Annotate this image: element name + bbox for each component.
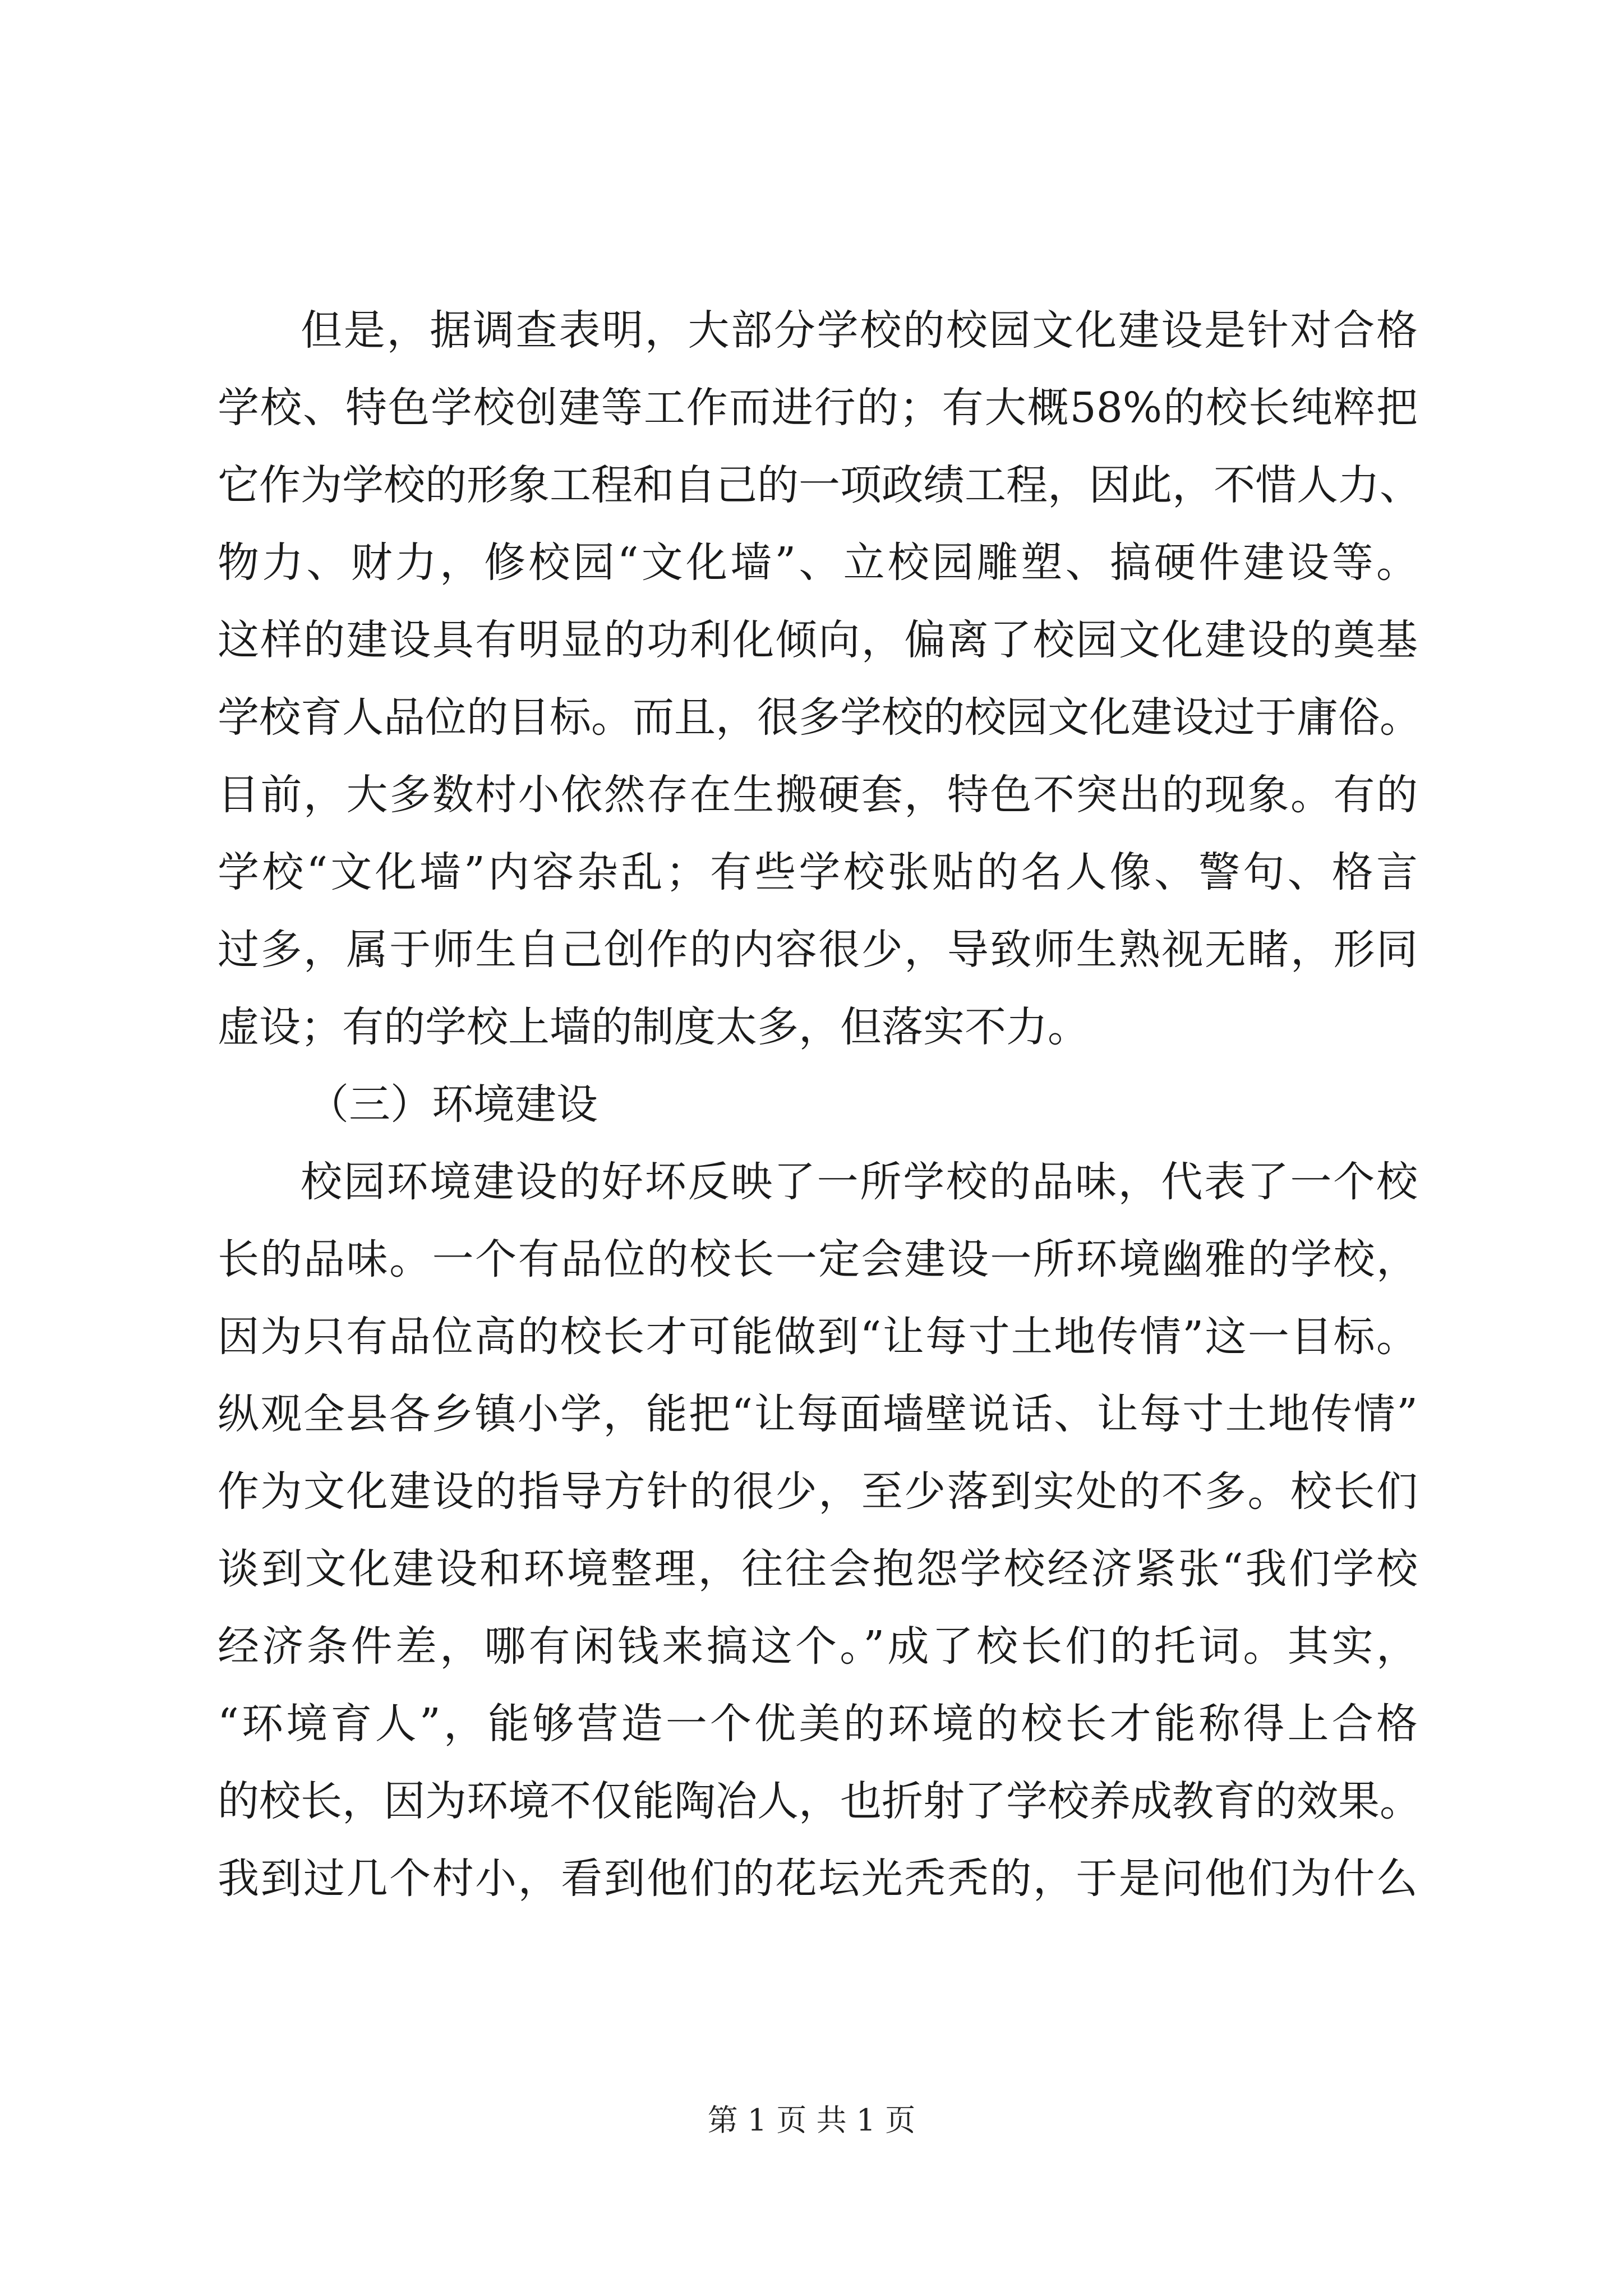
paragraph-line: 目前，大多数村小依然存在生搬硬套，特色不突出的现象。有的	[218, 771, 1418, 819]
paragraph-line: 物力、财力，修校园“文化墙”、立校园雕塑、搞硬件建设等。	[218, 539, 1418, 587]
paragraph-line: 经济条件差，哪有闲钱来搞这个。”成了校长们的托词。其实，	[218, 1622, 1418, 1671]
paragraph-line: 它作为学校的形象工程和自己的一项政绩工程，因此，不惜人力、	[218, 461, 1421, 509]
paragraph-line: 但是，据调查表明，大部分学校的校园文化建设是针对合格	[301, 306, 1418, 355]
paragraph-line: 的校长，因为环境不仅能陶冶人，也折射了学校养成教育的效果。	[218, 1777, 1421, 1825]
paragraph-line: 纵观全县各乡镇小学，能把“让每面墙壁说话、让每寸土地传情”	[218, 1390, 1418, 1438]
paragraph-line: 谈到文化建设和环境整理，往往会抱怨学校经济紧张“我们学校	[218, 1545, 1418, 1593]
paragraph-line: “环境育人”，能够营造一个优美的环境的校长才能称得上合格	[218, 1700, 1418, 1748]
paragraph-line: 学校“文化墙”内容杂乱；有些学校张贴的名人像、警句、格言	[218, 848, 1418, 896]
paragraph-line: 学校、特色学校创建等工作而进行的；有大概58%的校长纯粹把	[218, 384, 1418, 432]
paragraph-line: 作为文化建设的指导方针的很少，至少落到实处的不多。校长们	[218, 1467, 1418, 1516]
paragraph-line: 这样的建设具有明显的功利化倾向，偏离了校园文化建设的奠基	[218, 616, 1418, 664]
paragraph-line: 学校育人品位的目标。而且，很多学校的校园文化建设过于庸俗。	[218, 693, 1421, 742]
paragraph-line: 过多，属于师生自己创作的内容很少，导致师生熟视无睹，形同	[218, 926, 1418, 974]
paragraph-line: 我到过几个村小，看到他们的花坛光秃秃的，于是问他们为什么	[218, 1855, 1418, 1903]
page-footer: 第 1 页 共 1 页	[707, 2102, 916, 2138]
paragraph-line: 因为只有品位高的校长才可能做到“让每寸土地传情”这一目标。	[218, 1313, 1418, 1361]
paragraph-line: 校园环境建设的好坏反映了一所学校的品味，代表了一个校	[301, 1158, 1418, 1206]
paragraph-line: 虚设；有的学校上墙的制度太多，但落实不力。	[218, 1003, 1089, 1051]
paragraph-line: 长的品味。一个有品位的校长一定会建设一所环境幽雅的学校，	[218, 1235, 1418, 1283]
body-text	[218, 292, 1421, 1917]
section-heading: （三）环境建设	[307, 1080, 598, 1129]
